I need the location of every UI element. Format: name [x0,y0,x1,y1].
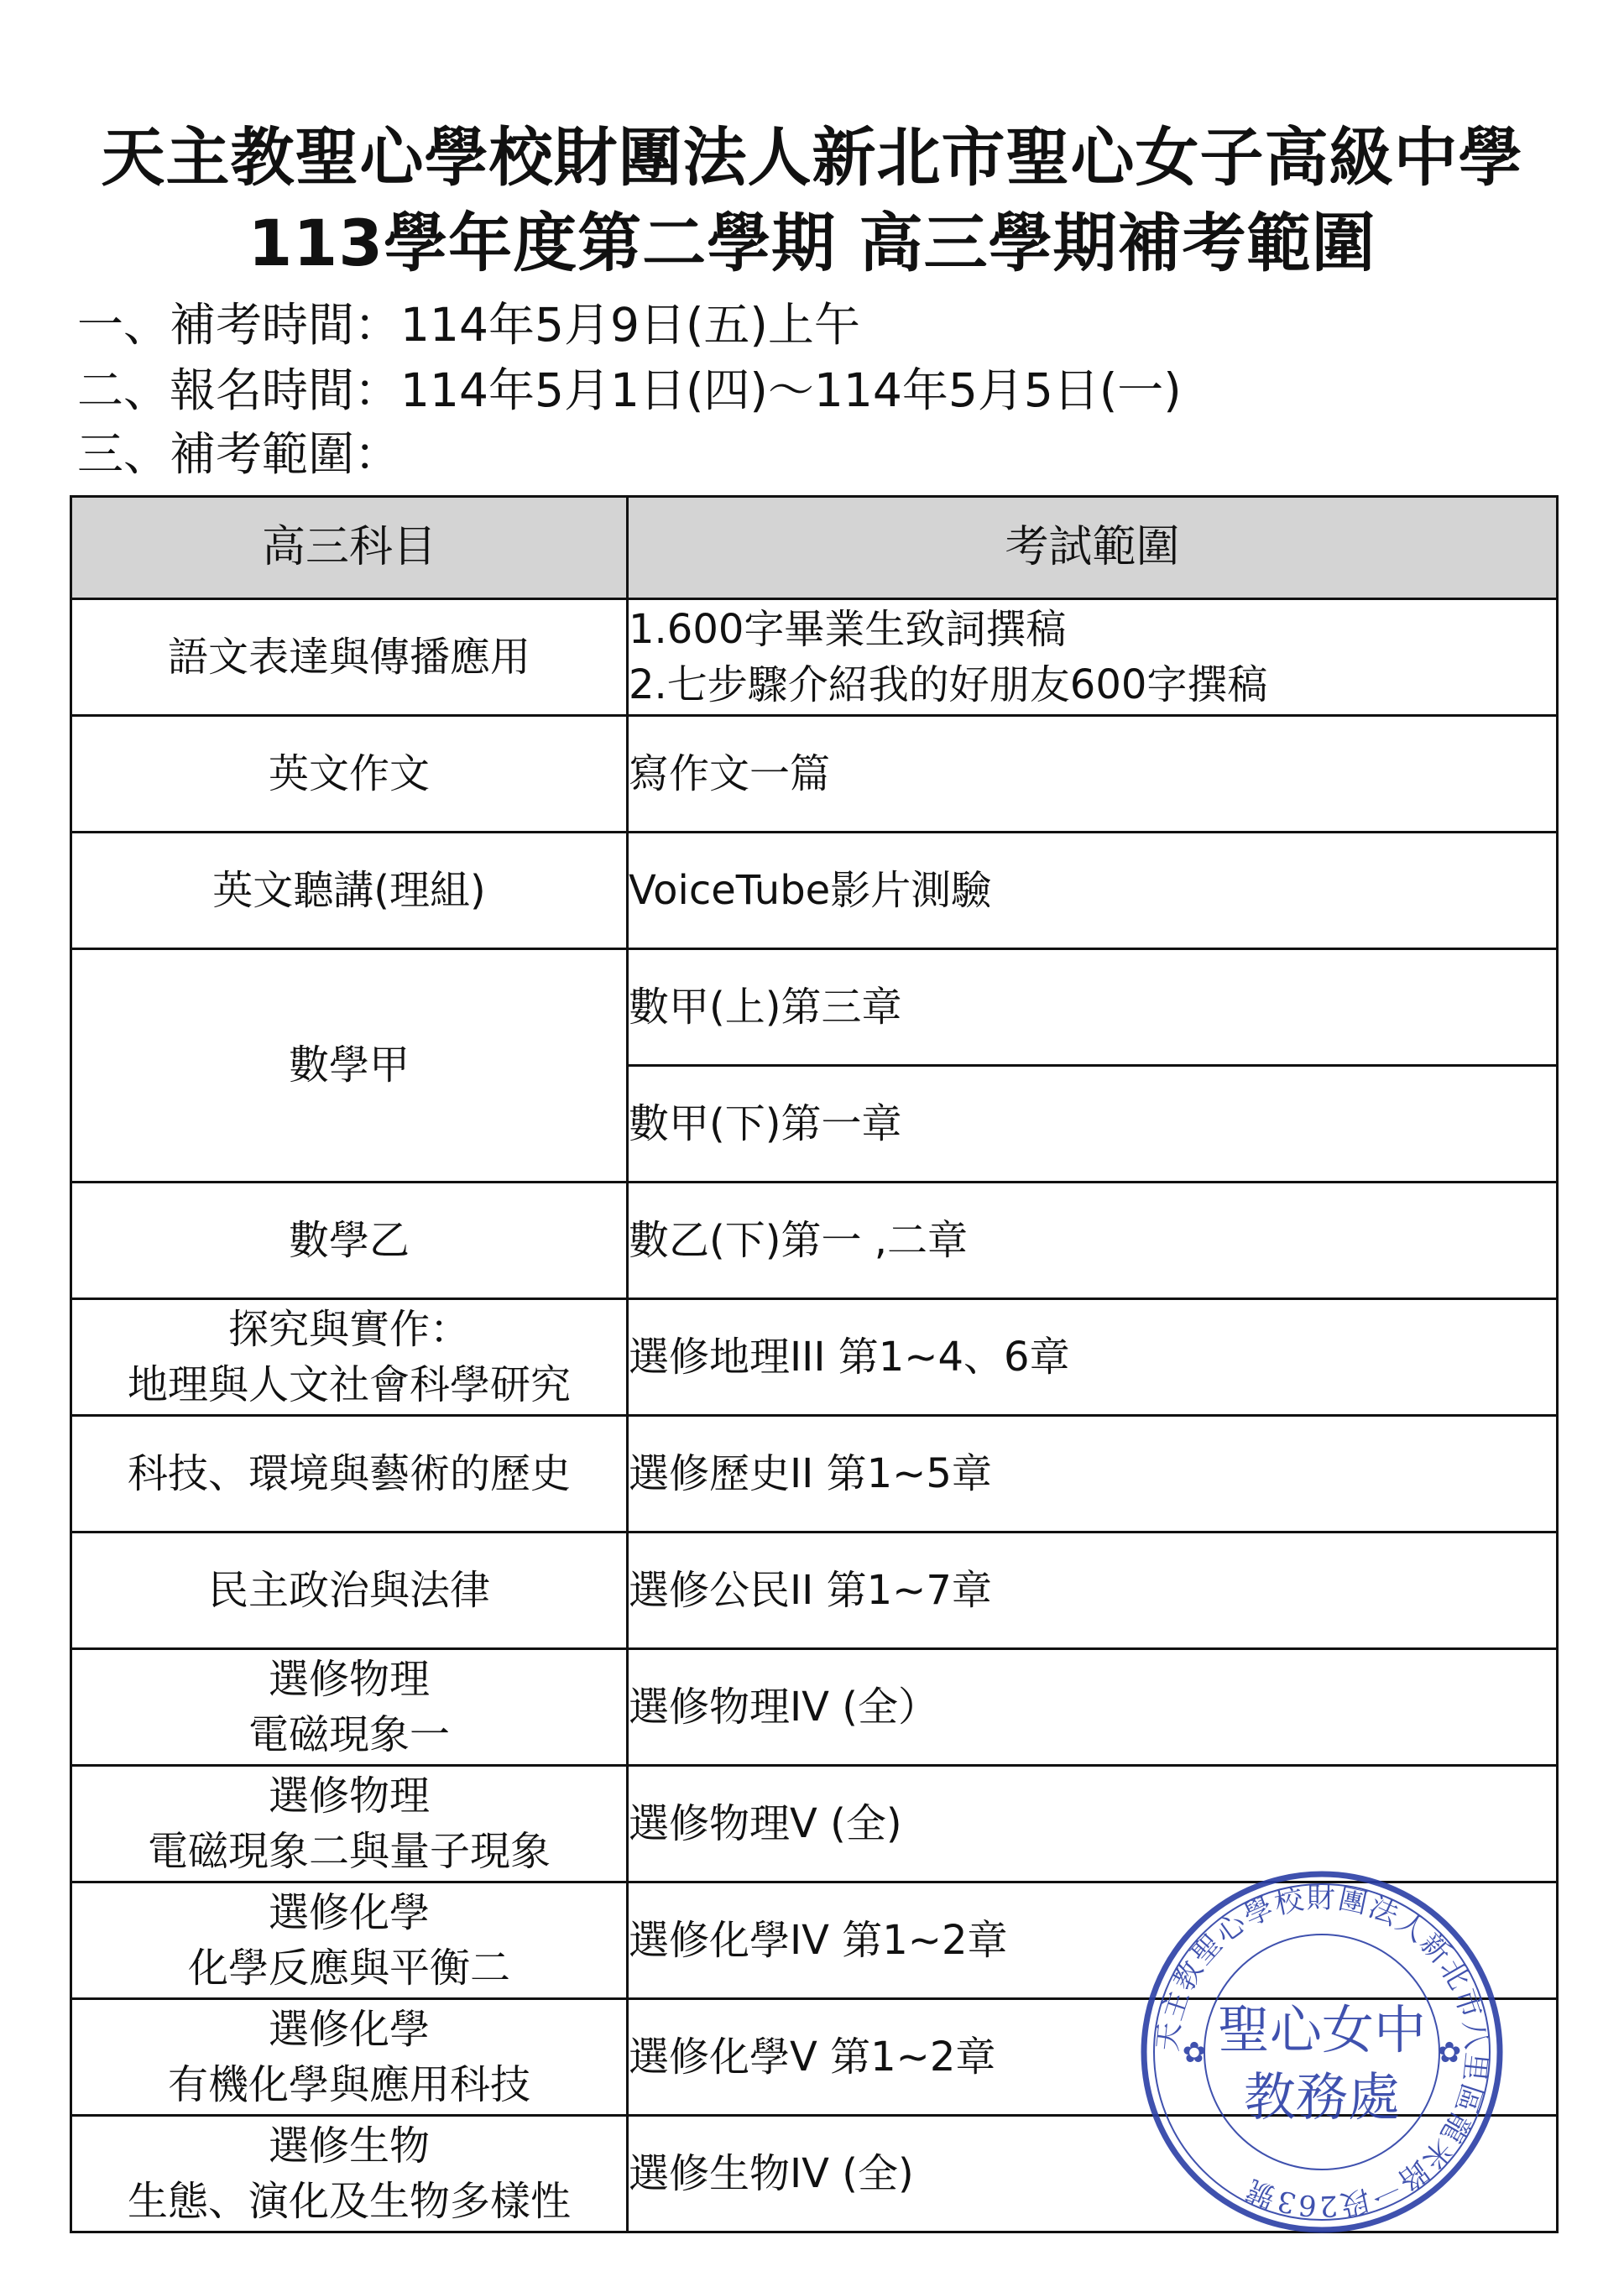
range-cell [628,833,1558,949]
header-range: 考試範圍 [628,497,1558,599]
table-row [71,833,1558,949]
subject-text: 地理與人文社會科學研究 [127,1361,571,1408]
table-row [71,949,1558,1066]
exam-time-line: 一、補考時間：114年5月9日(五)上午 [77,298,860,352]
subject-text: 有機化學與應用科技 [167,2061,530,2108]
range-text: 選修化學IV 第1~2章 [629,1916,1008,1964]
subject-text: 電磁現象二與量子現象 [147,1828,551,1875]
subject-cell [71,1649,628,1766]
range-text: 選修公民II 第1~7章 [629,1566,992,1614]
svg-text:天主教聖心學校財團法人新北市八里區龍米路一段263號: 天主教聖心學校財團法人新北市八里區龍米路一段263號 [1151,1881,1493,2223]
subject-text: 英文聽講(理組) [212,866,486,914]
school-name-title: 天主教聖心學校財團法人新北市聖心女子高級中學 [101,120,1523,195]
svg-text:聖心女中: 聖心女中 [1217,1999,1427,2060]
range-cell [628,1766,1558,1882]
subject-cell [71,1183,628,1299]
subject-cell [71,599,628,716]
subject-text: 選修物理 [268,1772,430,1820]
range-cell [628,1183,1558,1299]
subject-text: 選修物理 [268,1655,430,1703]
svg-text:教務處: 教務處 [1243,2066,1401,2128]
registration-time-line: 二、報名時間：114年5月1日(四)～114年5月5日(一) [77,363,1182,417]
range-text: 選修物理V (全) [629,1799,902,1847]
subject-cell [71,1299,628,1416]
table-body [71,599,1558,2232]
range-text: 寫作文一篇 [629,749,831,797]
range-text: 2.七步驟介紹我的好朋友600字撰稿 [629,661,1268,708]
range-cell [628,716,1558,833]
range-text: 數甲(下)第一章 [629,1099,902,1147]
table-row [71,599,1558,716]
range-text: VoiceTube影片測驗 [629,866,992,914]
range-cell [628,1882,1558,1999]
subject-cell [71,2116,628,2232]
subject-text: 電磁現象一 [248,1711,450,1758]
range-text: 選修歷史II 第1~5章 [629,1449,992,1497]
exam-scope-table [70,495,1559,2233]
range-text: 選修生物IV (全) [629,2149,914,2197]
subject-text: 化學反應與平衡二 [187,1945,510,1992]
table-row [71,1183,1558,1299]
subject-cell [71,949,628,1183]
svg-text:✿: ✿ [1182,2036,1207,2070]
range-cell [628,1066,1558,1183]
range-cell [628,2116,1558,2232]
subject-cell [71,1532,628,1649]
subject-cell [71,833,628,949]
table-row [71,716,1558,833]
subject-text: 生態、演化及生物多樣性 [127,2178,571,2225]
table-row [71,1532,1558,1649]
range-cell [628,1416,1558,1532]
range-text: 1.600字畢業生致詞撰稿 [629,605,1067,653]
range-cell [628,1299,1558,1416]
range-cell [628,599,1558,716]
svg-text:✿: ✿ [1437,2036,1462,2070]
subject-cell [71,1416,628,1532]
table-row [71,1649,1558,1766]
subject-text: 選修化學 [268,2005,430,2053]
range-text: 選修物理IV (全） [629,1683,938,1731]
subject-cell [71,716,628,833]
range-cell [628,1999,1558,2116]
table-row [71,1999,1558,2116]
subject-text: 科技、環境與藝術的歷史 [127,1449,571,1497]
table-row [71,1766,1558,1882]
table-row [71,1416,1558,1532]
subject-cell [71,1882,628,1999]
range-cell [628,1532,1558,1649]
range-cell [628,949,1558,1066]
range-text: 選修地理III 第1~4、6章 [629,1333,1070,1381]
subject-text: 語文表達與傳播應用 [167,633,530,681]
subject-text: 英文作文 [268,749,430,797]
subject-cell [71,1999,628,2116]
range-text: 選修化學V 第1~2章 [629,2033,996,2081]
subject-text: 數學甲 [288,1042,410,1089]
table-header-row [71,497,1558,599]
header-subject: 高三科目 [71,497,628,599]
table-row [71,2116,1558,2232]
subject-text: 民主政治與法律 [207,1566,490,1614]
range-text: 數甲(上)第三章 [629,983,902,1031]
subject-text: 選修化學 [268,1888,430,1936]
range-cell [628,1649,1558,1766]
table-row [71,1882,1558,1999]
subject-text: 選修生物 [268,2122,430,2170]
subject-text: 探究與實作： [227,1305,470,1353]
range-text: 數乙(下)第一 ,二章 [629,1216,968,1264]
subject-cell [71,1766,628,1882]
scope-heading-line: 三、補考範圍： [77,427,401,481]
exam-title: 113學年度第二學期 高三學期補考範圍 [248,206,1376,280]
table-row [71,1299,1558,1416]
subject-text: 數學乙 [288,1216,410,1264]
